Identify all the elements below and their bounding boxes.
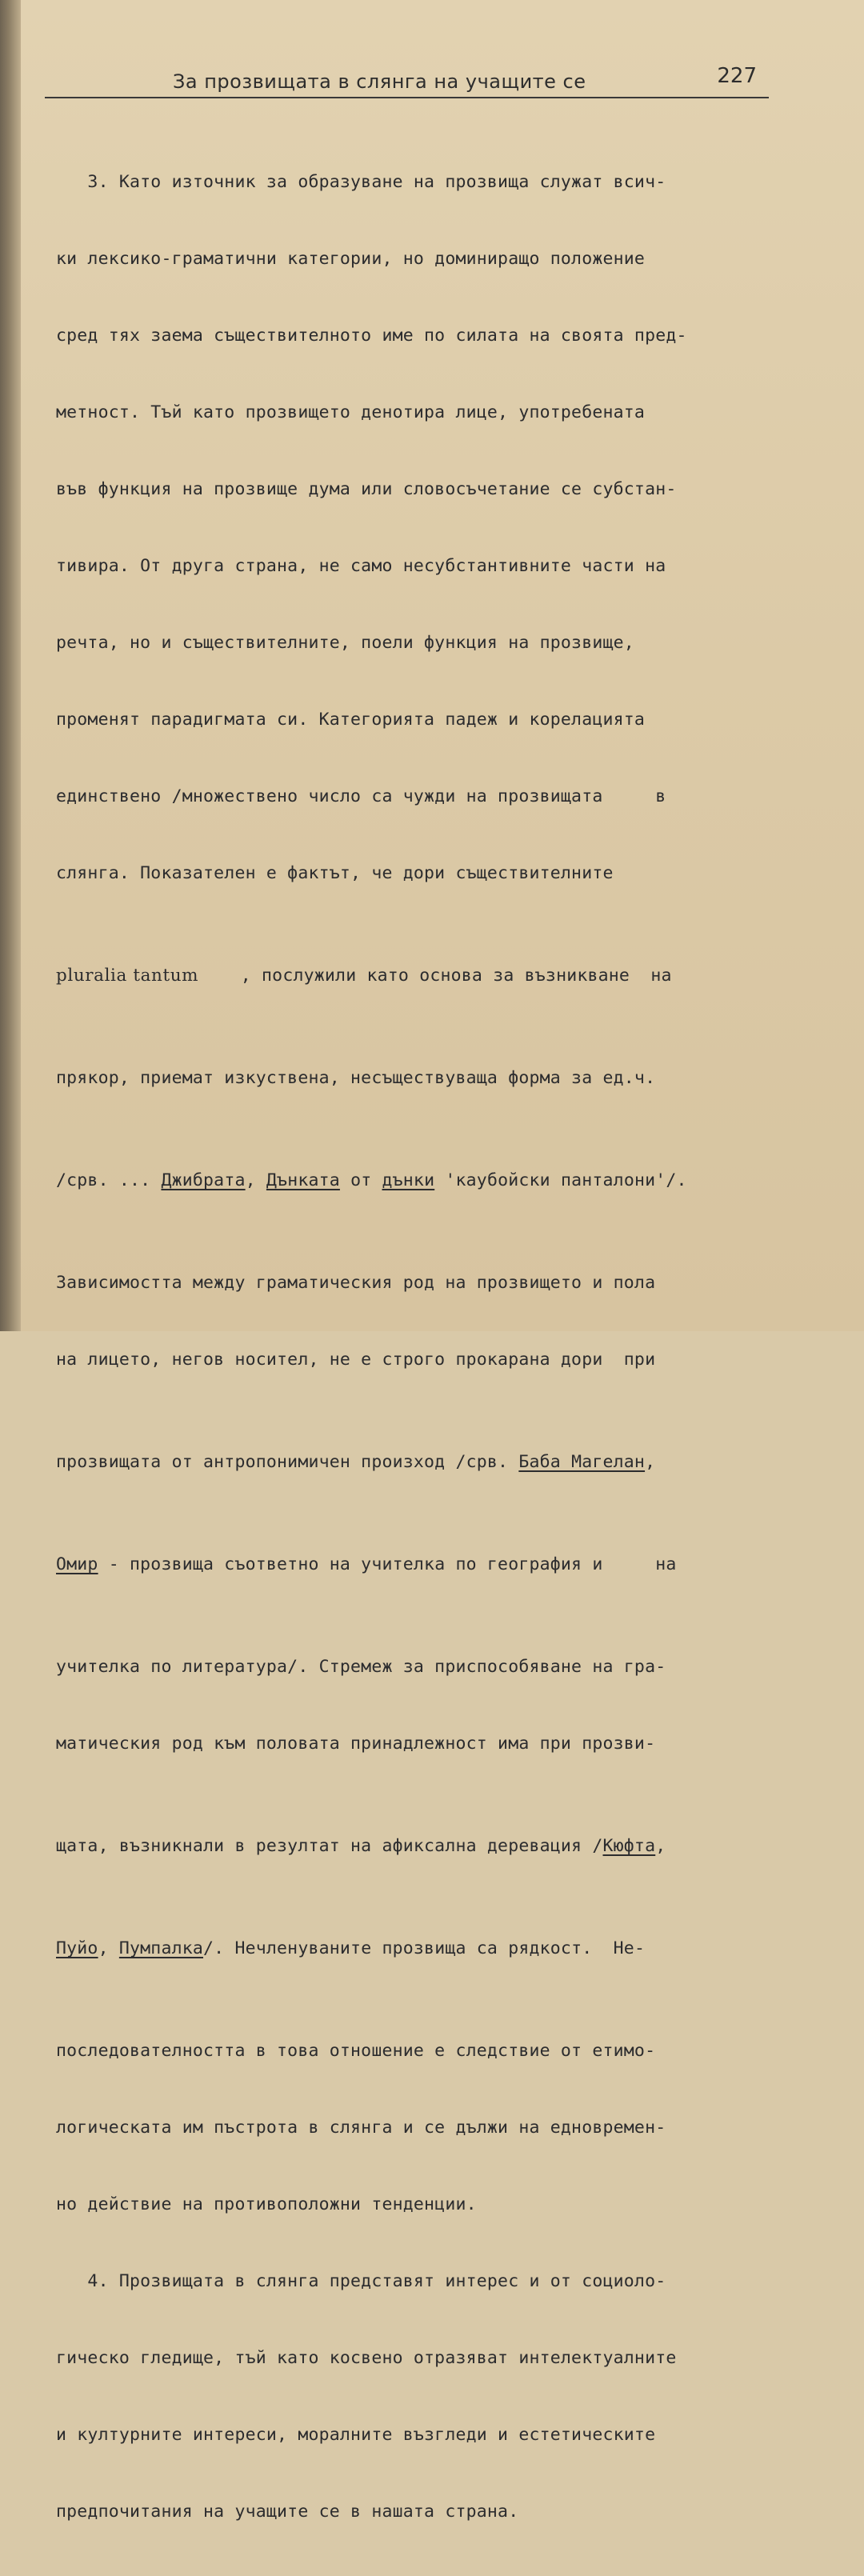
underlined-nickname: Пуйо <box>56 1938 98 1958</box>
text-line: ки лексико-граматични категории, но доминиращо положение <box>56 249 646 269</box>
text-line: матическия род към половата принадлежност има при прозви- <box>56 1734 656 1754</box>
text-line <box>56 1552 780 1578</box>
underlined-nickname: Кюфта <box>602 1836 656 1856</box>
text-segment: щата, възникнали в резултат на афиксална деревация / <box>56 1836 603 1856</box>
text-line: гическо гледище, тъй като косвено отразяват интелектуалните <box>56 2348 677 2368</box>
text-line: във функция на прозвище дума или словосъчетание се субстан- <box>56 479 677 499</box>
underlined-nickname: Дънката <box>266 1170 340 1190</box>
page-number: 227 <box>717 64 757 88</box>
text-line <box>56 1450 780 1475</box>
text-line <box>56 1168 780 1194</box>
text-line: слянга. Показателен е фактът, че дори съществителните <box>56 863 614 883</box>
text-segment: от <box>339 1170 382 1190</box>
underlined-nickname: Джибрата <box>161 1170 246 1190</box>
text-line: предпочитания на учащите се в нашата страна. <box>56 2502 519 2522</box>
text-segment: , послужили като основа за възникване на <box>198 966 672 986</box>
text-line: логическата им пъстрота в слянга и се дължи на едновремен- <box>56 2118 666 2138</box>
text-line: Зависимостта между граматическия род на прозвището и пола <box>56 1273 656 1293</box>
latin-term: pluralia tantum <box>56 966 199 986</box>
body-text <box>56 118 780 2576</box>
text-line: и културните интереси, моралните възгледи и естетическите <box>56 2425 656 2445</box>
text-line <box>56 1936 780 1962</box>
text-segment: , <box>645 1452 656 1472</box>
text-line: единствено /множествено число са чужди на прозвищата в <box>56 786 666 806</box>
underlined-nickname: Омир <box>56 1554 98 1574</box>
text-line <box>56 1834 780 1859</box>
text-line: прякор, приемат изкуствена, несъществуваща форма за ед.ч. <box>56 1068 656 1088</box>
text-segment: прозвищата от антропонимичен произход /срв. <box>56 1452 519 1472</box>
underlined-nickname: Баба Магелан <box>518 1452 646 1472</box>
text-line: сред тях заема съществителното име по силата на своята пред- <box>56 326 687 346</box>
text-segment: /. Нечленуваните прозвища са рядкост. Не- <box>203 1938 646 1958</box>
text-line: на лицето, негов носител, не е строго прокарана дори при <box>56 1350 656 1370</box>
text-segment: , <box>655 1836 666 1856</box>
running-header-title: За прозвищата в слянга на учащите се <box>173 70 586 93</box>
book-binding-edge <box>0 0 21 1331</box>
text-line: 3. Като източник за образуване на прозвища служат всич- <box>56 172 666 192</box>
text-line: речта, но и съществителните, поели функция на прозвище, <box>56 633 634 653</box>
text-line: последователността в това отношение е следствие от етимо- <box>56 2041 656 2061</box>
underlined-nickname: Пумпалка <box>118 1938 204 1958</box>
text-line: променят парадигмата си. Категорията падеж и корелацията <box>56 710 646 730</box>
text-segment: - прозвища съответно на учителка по география и на <box>98 1554 677 1574</box>
text-line <box>56 963 780 989</box>
header-rule <box>45 97 769 98</box>
book-page <box>21 0 864 2522</box>
text-line: но действие на противоположни тенденции. <box>56 2194 477 2214</box>
text-segment: , <box>98 1938 119 1958</box>
text-line: учителка по литература/. Стремеж за приспособяване на гра- <box>56 1657 666 1677</box>
text-segment: , <box>245 1170 266 1190</box>
text-segment: /срв. ... <box>56 1170 162 1190</box>
text-line: метност. Тъй като прозвището денотира лице, употребената <box>56 402 646 422</box>
running-header <box>165 64 757 96</box>
text-line: 4. Прозвищата в слянга представят интерес и от социоло- <box>56 2271 666 2291</box>
text-segment: 'каубойски панталони'/. <box>434 1170 687 1190</box>
underlined-word: дънки <box>382 1170 435 1190</box>
text-line: тивира. От друга страна, не само несубстантивните части на <box>56 556 666 576</box>
